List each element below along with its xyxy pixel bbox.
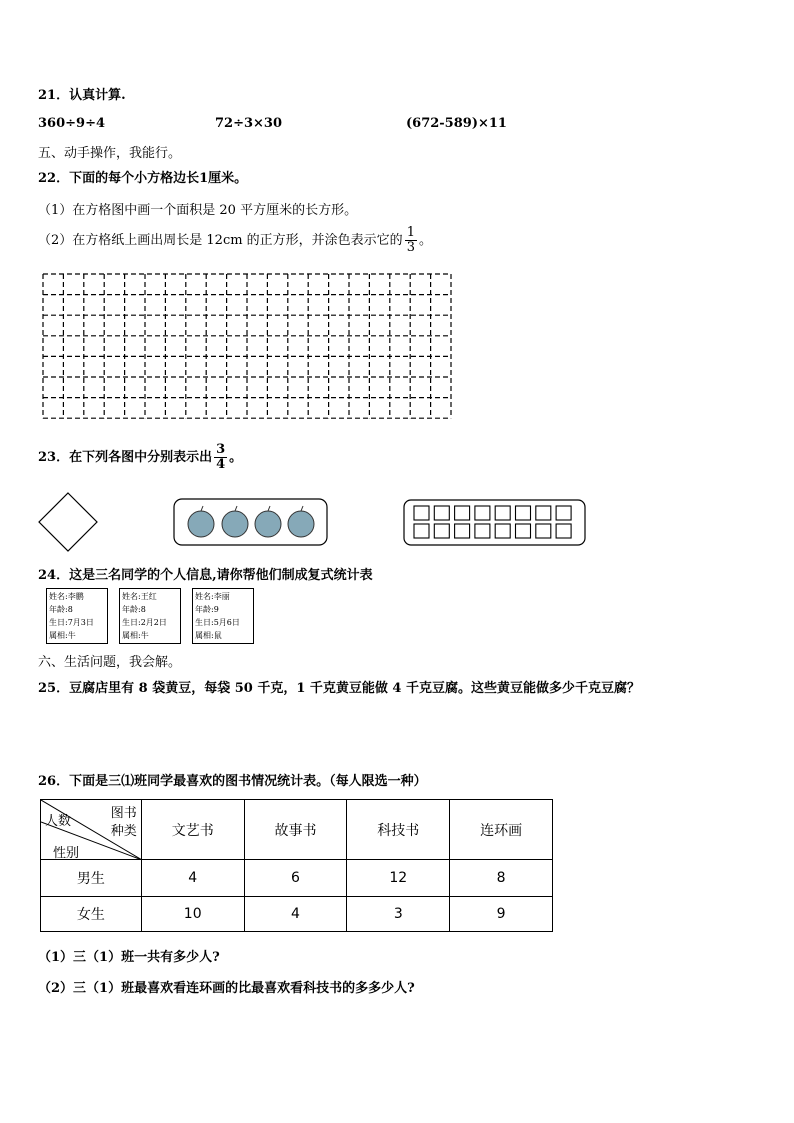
small-square [414,506,429,520]
q23-title: 23．在下列各图中分别表示出 $\frac{3}{4}$ 。 [38,442,243,472]
table-corner-cell: 图书 种类 人数 性别 [41,800,142,860]
small-square [455,524,470,538]
student-card: 姓名:李丽 年龄:9 生日:5月6日 属相:鼠 [192,588,254,644]
table-cell: 12 [347,860,450,897]
small-square [414,524,429,538]
small-square [455,506,470,520]
q21-expr-2: 72÷3×30 [215,116,283,131]
q25-title: 25．豆腐店里有 8 袋黄豆，每袋 50 千克，1 千克黄豆能做 4 千克豆腐。这些黄豆能做多少千克豆腐？ [38,681,640,696]
apple-group [173,498,329,548]
q26-sub1: （1）三（1）班一共有多少人? [38,950,220,965]
column-header: 科技书 [347,800,450,860]
small-square [556,524,571,538]
diamond-shape [36,490,100,554]
q21-expr-1: 360÷9÷4 [38,116,106,131]
q26-sub2: （2）三（1）班最喜欢看连环画的比最喜欢看科技书的多多少人? [38,981,415,996]
fraction-one-third: $\frac{1}{3}$ [406,225,415,255]
small-square [516,524,531,538]
small-square [475,506,490,520]
small-square [495,506,510,520]
q24-title: 24．这是三名同学的个人信息,请你帮他们制成复式统计表 [38,568,373,583]
table-cell: 4 [141,860,244,897]
table-cell: 8 [450,860,553,897]
small-square [434,524,449,538]
apple-icon [288,506,314,537]
table-cell: 3 [347,897,450,932]
q22-part1: （1）在方格图中画一个面积是 20 平方厘米的长方形。 [38,203,358,218]
column-header: 文艺书 [141,800,244,860]
q21-expr-3: (672-589)×11 [406,116,507,131]
table-cell: 9 [450,897,553,932]
small-square [434,506,449,520]
table-cell: 4 [244,897,347,932]
small-squares-group [403,499,587,547]
row-label: 男生 [41,860,142,897]
book-preference-table [40,799,553,932]
small-square [516,506,531,520]
fraction-three-fourths: $\frac{3}{4}$ [216,442,226,472]
small-square [556,506,571,520]
table-row [41,897,553,932]
q22-title: 22．下面的每个小方格边长1厘米。 [38,171,248,186]
section-6-heading: 六、生活问题，我会解。 [38,655,182,670]
apple-icon [188,506,214,537]
small-square [495,524,510,538]
student-card: 姓名:王红 年龄:8 生日:2月2日 属相:牛 [119,588,181,644]
row-label: 女生 [41,897,142,932]
apple-icon [255,506,281,537]
q22-part2: （2）在方格纸上画出周长是 12cm 的正方形，并涂色表示它的 $\frac{1}{3}$ 。 [38,225,432,255]
student-card: 姓名:李鹏 年龄:8 生日:7月3日 属相:牛 [46,588,108,644]
column-header: 故事书 [244,800,347,860]
small-square [536,524,551,538]
column-header: 连环画 [450,800,553,860]
small-square [536,506,551,520]
q21-title: 21．认真计算. [38,88,126,103]
table-row [41,860,553,897]
small-square [475,524,490,538]
apple-icon [222,506,248,537]
table-header-row [41,800,553,860]
table-cell: 6 [244,860,347,897]
section-5-heading: 五、动手操作，我能行。 [38,146,182,161]
dashed-grid [38,270,454,420]
table-cell: 10 [141,897,244,932]
q26-title: 26．下面是三⑴班同学最喜欢的图书情况统计表。（每人限选一种） [38,774,427,789]
